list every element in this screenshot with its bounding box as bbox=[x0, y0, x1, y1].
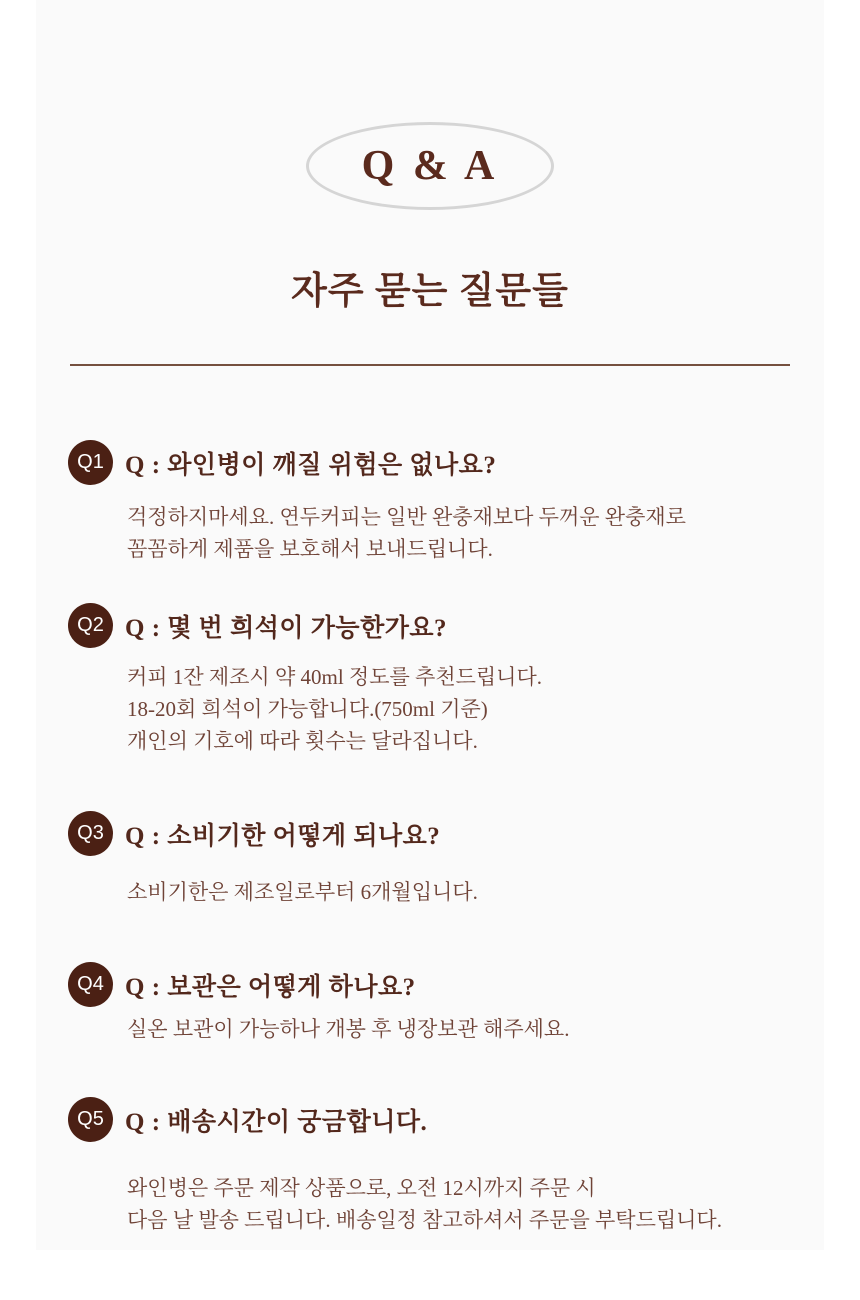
faq-item-q2 bbox=[36, 603, 824, 757]
question-text: Q : 배송시간이 궁금합니다. bbox=[125, 1108, 428, 1136]
answer-line: 소비기한은 제조일로부터 6개월입니다. bbox=[127, 880, 478, 904]
qa-oval-label: Q & A bbox=[361, 143, 499, 189]
divider-line bbox=[70, 364, 790, 366]
question-number-badge: Q5 bbox=[68, 1097, 113, 1142]
question-number-badge: Q3 bbox=[68, 811, 113, 856]
faq-item-q3 bbox=[36, 811, 824, 908]
answer-line: 꼼꼼하게 제품을 보호해서 보내드립니다. bbox=[127, 537, 493, 561]
faq-item-q4 bbox=[36, 962, 824, 1045]
question-row bbox=[68, 811, 824, 856]
answer-text bbox=[127, 1172, 824, 1236]
answer-line: 18-20회 희석이 가능합니다.(750ml 기준) bbox=[127, 697, 488, 721]
answer-line: 커피 1잔 제조시 약 40ml 정도를 추천드립니다. bbox=[127, 665, 542, 689]
question-row bbox=[68, 603, 824, 648]
question-text: Q : 몇 번 희석이 가능한가요? bbox=[125, 614, 448, 642]
qa-oval-badge bbox=[306, 122, 554, 210]
answer-text bbox=[127, 661, 824, 757]
answer-text bbox=[127, 1013, 824, 1045]
answer-text bbox=[127, 501, 824, 565]
question-number-badge: Q4 bbox=[68, 962, 113, 1007]
answer-text bbox=[127, 876, 824, 908]
question-row bbox=[68, 1097, 824, 1142]
answer-line: 와인병은 주문 제작 상품으로, 오전 12시까지 주문 시 bbox=[127, 1176, 596, 1200]
question-number-badge: Q1 bbox=[68, 440, 113, 485]
question-text: Q : 보관은 어떻게 하나요? bbox=[125, 973, 416, 1001]
question-row bbox=[68, 440, 824, 485]
question-text: Q : 소비기한 어떻게 되나요? bbox=[125, 822, 441, 850]
question-number-badge: Q2 bbox=[68, 603, 113, 648]
answer-line: 실온 보관이 가능하나 개봉 후 냉장보관 해주세요. bbox=[127, 1017, 570, 1041]
page-title: 자주 묻는 질문들 bbox=[291, 271, 569, 312]
faq-item-q5 bbox=[36, 1097, 824, 1236]
faq-item-q1 bbox=[36, 440, 824, 565]
answer-line: 개인의 기호에 따라 횟수는 달라집니다. bbox=[127, 729, 478, 753]
question-text: Q : 와인병이 깨질 위험은 없나요? bbox=[125, 451, 497, 479]
answer-line: 걱정하지마세요. 연두커피는 일반 완충재보다 두꺼운 완충재로 bbox=[127, 505, 686, 529]
question-row bbox=[68, 962, 824, 1007]
faq-list bbox=[36, 440, 824, 1236]
faq-panel bbox=[36, 0, 824, 1250]
answer-line: 다음 날 발송 드립니다. 배송일정 참고하셔서 주문을 부탁드립니다. bbox=[127, 1208, 722, 1232]
